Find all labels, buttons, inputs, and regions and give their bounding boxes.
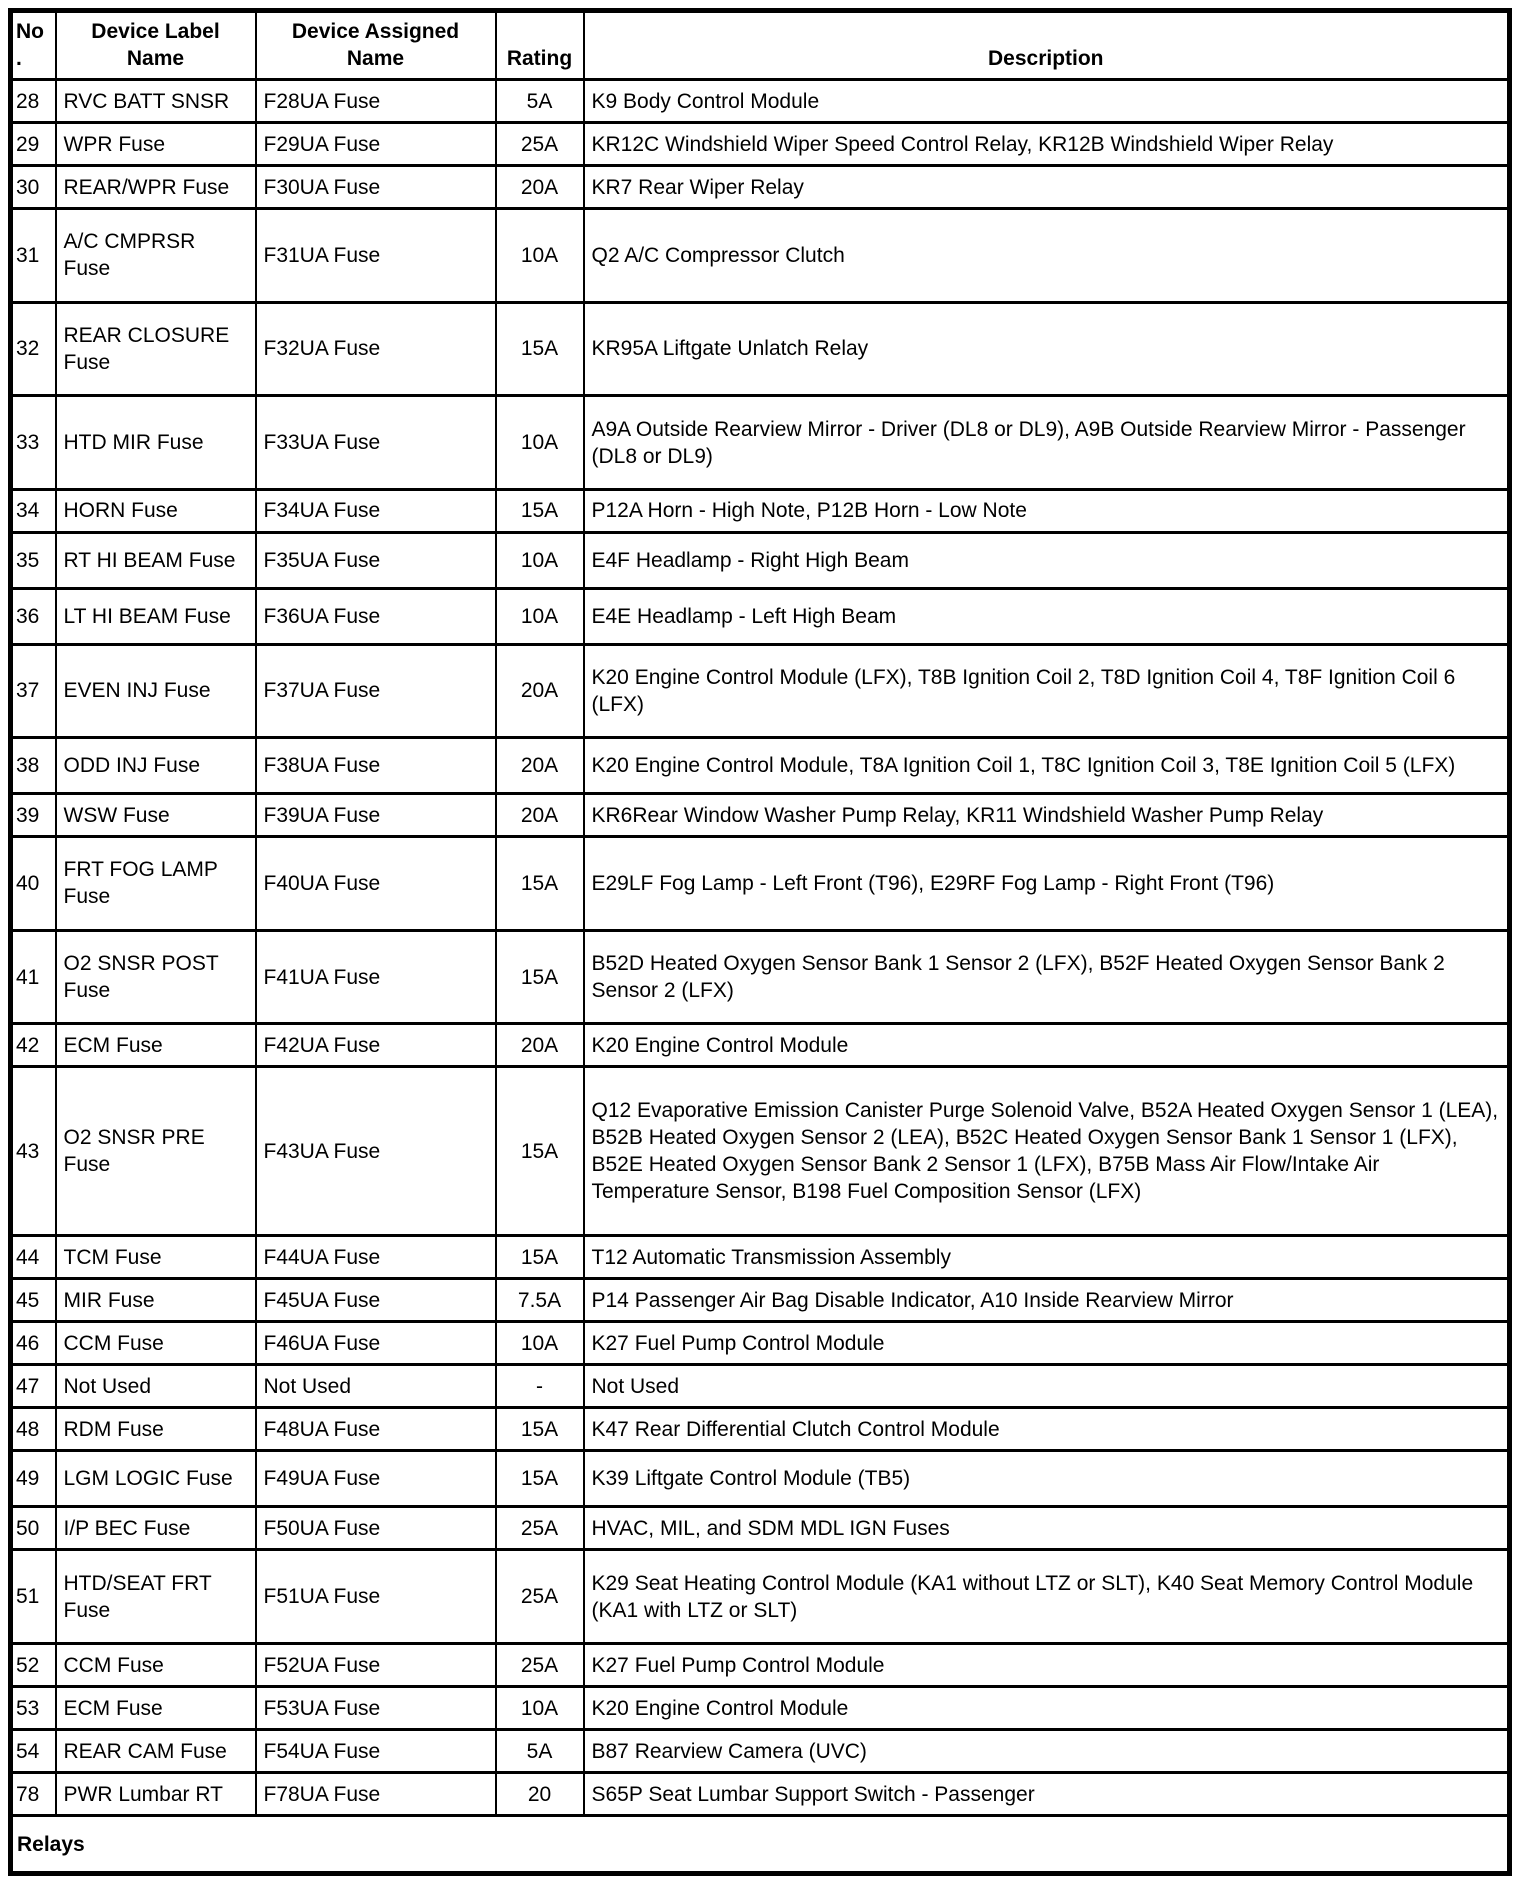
row-number-cell: 40 [11, 837, 56, 931]
table-row [11, 794, 1510, 837]
device-label-name-cell: HTD/SEAT FRT Fuse [56, 1550, 256, 1644]
device-assigned-name-cell: F30UA Fuse [256, 166, 496, 209]
description-cell: K20 Engine Control Module, T8A Ignition Coil 1, T8C Ignition Coil 3, T8E Ignition Coil 5 (LFX) [584, 738, 1510, 794]
table-row [11, 644, 1510, 738]
device-assigned-name-cell: F36UA Fuse [256, 588, 496, 644]
fuse-table [8, 8, 1512, 1876]
device-label-name-cell: LGM LOGIC Fuse [56, 1451, 256, 1507]
device-label-name-cell: WSW Fuse [56, 794, 256, 837]
device-label-name-cell: WPR Fuse [56, 123, 256, 166]
description-cell: HVAC, MIL, and SDM MDL IGN Fuses [584, 1507, 1510, 1550]
rating-cell: 15A [496, 302, 584, 396]
device-assigned-name-cell: F52UA Fuse [256, 1644, 496, 1687]
row-number-cell: 33 [11, 396, 56, 490]
row-number-cell: 36 [11, 588, 56, 644]
description-cell: K39 Liftgate Control Module (TB5) [584, 1451, 1510, 1507]
table-row [11, 1507, 1510, 1550]
rating-cell: 20 [496, 1773, 584, 1816]
row-number-cell: 38 [11, 738, 56, 794]
rating-cell: 5A [496, 80, 584, 123]
rating-cell: 15A [496, 1451, 584, 1507]
device-assigned-name-cell: F50UA Fuse [256, 1507, 496, 1550]
device-label-name-cell: HORN Fuse [56, 489, 256, 532]
device-label-name-cell: HTD MIR Fuse [56, 396, 256, 490]
device-assigned-name-cell: F28UA Fuse [256, 80, 496, 123]
row-number-cell: 31 [11, 209, 56, 303]
table-row [11, 738, 1510, 794]
row-number-cell: 49 [11, 1451, 56, 1507]
device-label-name-cell: ODD INJ Fuse [56, 738, 256, 794]
row-number-cell: 42 [11, 1024, 56, 1067]
description-cell: A9A Outside Rearview Mirror - Driver (DL8 or DL9), A9B Outside Rearview Mirror - Passenger (DL8 or DL9) [584, 396, 1510, 490]
rating-cell: 20A [496, 644, 584, 738]
rating-cell: 15A [496, 930, 584, 1024]
rating-cell: 15A [496, 837, 584, 931]
device-assigned-name-cell: F29UA Fuse [256, 123, 496, 166]
device-label-name-cell: ECM Fuse [56, 1687, 256, 1730]
device-assigned-name-cell: F38UA Fuse [256, 738, 496, 794]
table-row [11, 1236, 1510, 1279]
relays-section-row [11, 1816, 1510, 1874]
description-cell: K9 Body Control Module [584, 80, 1510, 123]
device-assigned-name-cell: F32UA Fuse [256, 302, 496, 396]
device-assigned-name-cell: F33UA Fuse [256, 396, 496, 490]
device-label-name-cell: EVEN INJ Fuse [56, 644, 256, 738]
row-number-cell: 54 [11, 1730, 56, 1773]
description-cell: K20 Engine Control Module [584, 1687, 1510, 1730]
table-row [11, 209, 1510, 303]
rating-cell: 10A [496, 1322, 584, 1365]
table-row [11, 302, 1510, 396]
table-row [11, 80, 1510, 123]
row-number-cell: 47 [11, 1365, 56, 1408]
row-number-cell: 37 [11, 644, 56, 738]
device-label-name-cell: RDM Fuse [56, 1408, 256, 1451]
description-cell: K47 Rear Differential Clutch Control Module [584, 1408, 1510, 1451]
device-assigned-name-cell: F34UA Fuse [256, 489, 496, 532]
description-cell: P12A Horn - High Note, P12B Horn - Low Note [584, 489, 1510, 532]
device-label-name-cell: CCM Fuse [56, 1322, 256, 1365]
description-cell: E4F Headlamp - Right High Beam [584, 532, 1510, 588]
table-row [11, 1365, 1510, 1408]
device-assigned-name-cell: F48UA Fuse [256, 1408, 496, 1451]
row-number-cell: 51 [11, 1550, 56, 1644]
table-row [11, 1408, 1510, 1451]
device-assigned-name-cell: F31UA Fuse [256, 209, 496, 303]
description-cell: K27 Fuel Pump Control Module [584, 1644, 1510, 1687]
table-row [11, 1773, 1510, 1816]
table-row [11, 588, 1510, 644]
device-assigned-name-cell: Not Used [256, 1365, 496, 1408]
description-cell: T12 Automatic Transmission Assembly [584, 1236, 1510, 1279]
row-number-cell: 50 [11, 1507, 56, 1550]
row-number-cell: 35 [11, 532, 56, 588]
table-row [11, 123, 1510, 166]
table-row [11, 1730, 1510, 1773]
rating-cell: 25A [496, 1507, 584, 1550]
header-row [11, 11, 1510, 80]
device-label-name-cell: REAR/WPR Fuse [56, 166, 256, 209]
rating-cell: 20A [496, 738, 584, 794]
device-label-name-cell: O2 SNSR PRE Fuse [56, 1067, 256, 1236]
description-cell: E4E Headlamp - Left High Beam [584, 588, 1510, 644]
table-row [11, 532, 1510, 588]
header-device-assigned-name: Device Assigned Name [256, 11, 496, 80]
device-assigned-name-cell: F45UA Fuse [256, 1279, 496, 1322]
description-cell: B52D Heated Oxygen Sensor Bank 1 Sensor 2 (LFX), B52F Heated Oxygen Sensor Bank 2 Sensor 2 (LFX) [584, 930, 1510, 1024]
table-row [11, 1451, 1510, 1507]
device-label-name-cell: MIR Fuse [56, 1279, 256, 1322]
description-cell: K29 Seat Heating Control Module (KA1 without LTZ or SLT), K40 Seat Memory Control Module (KA1 with LTZ or SLT) [584, 1550, 1510, 1644]
row-number-cell: 46 [11, 1322, 56, 1365]
device-assigned-name-cell: F53UA Fuse [256, 1687, 496, 1730]
device-label-name-cell: I/P BEC Fuse [56, 1507, 256, 1550]
row-number-cell: 29 [11, 123, 56, 166]
table-row [11, 489, 1510, 532]
rating-cell: 20A [496, 1024, 584, 1067]
rating-cell: 5A [496, 1730, 584, 1773]
rating-cell: 10A [496, 1687, 584, 1730]
device-label-name-cell: A/C CMPRSR Fuse [56, 209, 256, 303]
description-cell: KR95A Liftgate Unlatch Relay [584, 302, 1510, 396]
row-number-cell: 44 [11, 1236, 56, 1279]
table-row [11, 1067, 1510, 1236]
device-label-name-cell: PWR Lumbar RT [56, 1773, 256, 1816]
description-cell: E29LF Fog Lamp - Left Front (T96), E29RF Fog Lamp - Right Front (T96) [584, 837, 1510, 931]
description-cell: Q12 Evaporative Emission Canister Purge Solenoid Valve, B52A Heated Oxygen Sensor 1 (LEA), B52B Heated Oxygen Sensor 2 (LEA), B52C Heated Oxygen Sensor Bank 1 Sensor 1 (LFX), B52E Heated Oxygen Sensor Bank 2 Sensor 1 (LFX), B75B Mass Air Flow/Intake Air Temperature Sensor, B198 Fuel Composition Sensor (LFX) [584, 1067, 1510, 1236]
rating-cell: 10A [496, 532, 584, 588]
rating-cell: - [496, 1365, 584, 1408]
header-device-label-name: Device Label Name [56, 11, 256, 80]
description-cell: K20 Engine Control Module (LFX), T8B Ignition Coil 2, T8D Ignition Coil 4, T8F Ignition Coil 6 (LFX) [584, 644, 1510, 738]
table-row [11, 166, 1510, 209]
rating-cell: 25A [496, 1644, 584, 1687]
row-number-cell: 48 [11, 1408, 56, 1451]
row-number-cell: 45 [11, 1279, 56, 1322]
header-description: Description [584, 11, 1510, 80]
table-row [11, 396, 1510, 490]
device-label-name-cell: O2 SNSR POST Fuse [56, 930, 256, 1024]
rating-cell: 25A [496, 1550, 584, 1644]
row-number-cell: 41 [11, 930, 56, 1024]
row-number-cell: 78 [11, 1773, 56, 1816]
table-row [11, 837, 1510, 931]
description-cell: P14 Passenger Air Bag Disable Indicator, A10 Inside Rearview Mirror [584, 1279, 1510, 1322]
device-label-name-cell: RVC BATT SNSR [56, 80, 256, 123]
rating-cell: 15A [496, 1236, 584, 1279]
device-assigned-name-cell: F43UA Fuse [256, 1067, 496, 1236]
row-number-cell: 32 [11, 302, 56, 396]
header-no: No. [11, 11, 56, 80]
table-row [11, 1024, 1510, 1067]
row-number-cell: 43 [11, 1067, 56, 1236]
device-label-name-cell: CCM Fuse [56, 1644, 256, 1687]
device-label-name-cell: REAR CLOSURE Fuse [56, 302, 256, 396]
fuse-table-body [11, 80, 1510, 1816]
device-assigned-name-cell: F46UA Fuse [256, 1322, 496, 1365]
rating-cell: 10A [496, 396, 584, 490]
table-row [11, 1644, 1510, 1687]
row-number-cell: 53 [11, 1687, 56, 1730]
rating-cell: 7.5A [496, 1279, 584, 1322]
description-cell: Q2 A/C Compressor Clutch [584, 209, 1510, 303]
device-label-name-cell: REAR CAM Fuse [56, 1730, 256, 1773]
table-row [11, 930, 1510, 1024]
rating-cell: 20A [496, 166, 584, 209]
row-number-cell: 34 [11, 489, 56, 532]
header-rating: Rating [496, 11, 584, 80]
description-cell: KR12C Windshield Wiper Speed Control Relay, KR12B Windshield Wiper Relay [584, 123, 1510, 166]
row-number-cell: 30 [11, 166, 56, 209]
device-assigned-name-cell: F39UA Fuse [256, 794, 496, 837]
row-number-cell: 39 [11, 794, 56, 837]
description-cell: B87 Rearview Camera (UVC) [584, 1730, 1510, 1773]
rating-cell: 10A [496, 588, 584, 644]
device-label-name-cell: RT HI BEAM Fuse [56, 532, 256, 588]
rating-cell: 20A [496, 794, 584, 837]
rating-cell: 15A [496, 489, 584, 532]
description-cell: S65P Seat Lumbar Support Switch - Passenger [584, 1773, 1510, 1816]
description-cell: K27 Fuel Pump Control Module [584, 1322, 1510, 1365]
device-label-name-cell: LT HI BEAM Fuse [56, 588, 256, 644]
rating-cell: 10A [496, 209, 584, 303]
description-cell: Not Used [584, 1365, 1510, 1408]
device-assigned-name-cell: F51UA Fuse [256, 1550, 496, 1644]
device-label-name-cell: Not Used [56, 1365, 256, 1408]
table-row [11, 1550, 1510, 1644]
device-label-name-cell: FRT FOG LAMP Fuse [56, 837, 256, 931]
table-row [11, 1279, 1510, 1322]
device-assigned-name-cell: F35UA Fuse [256, 532, 496, 588]
row-number-cell: 28 [11, 80, 56, 123]
device-assigned-name-cell: F78UA Fuse [256, 1773, 496, 1816]
device-label-name-cell: ECM Fuse [56, 1024, 256, 1067]
device-assigned-name-cell: F41UA Fuse [256, 930, 496, 1024]
description-cell: KR6Rear Window Washer Pump Relay, KR11 Windshield Washer Pump Relay [584, 794, 1510, 837]
device-assigned-name-cell: F42UA Fuse [256, 1024, 496, 1067]
fuse-table-header [11, 11, 1510, 80]
device-assigned-name-cell: F37UA Fuse [256, 644, 496, 738]
table-row [11, 1687, 1510, 1730]
device-assigned-name-cell: F54UA Fuse [256, 1730, 496, 1773]
rating-cell: 15A [496, 1067, 584, 1236]
device-assigned-name-cell: F49UA Fuse [256, 1451, 496, 1507]
device-label-name-cell: TCM Fuse [56, 1236, 256, 1279]
description-cell: KR7 Rear Wiper Relay [584, 166, 1510, 209]
rating-cell: 25A [496, 123, 584, 166]
relays-section-label: Relays [11, 1816, 1510, 1874]
device-assigned-name-cell: F44UA Fuse [256, 1236, 496, 1279]
rating-cell: 15A [496, 1408, 584, 1451]
fuse-table-footer [11, 1816, 1510, 1874]
row-number-cell: 52 [11, 1644, 56, 1687]
device-assigned-name-cell: F40UA Fuse [256, 837, 496, 931]
description-cell: K20 Engine Control Module [584, 1024, 1510, 1067]
table-row [11, 1322, 1510, 1365]
